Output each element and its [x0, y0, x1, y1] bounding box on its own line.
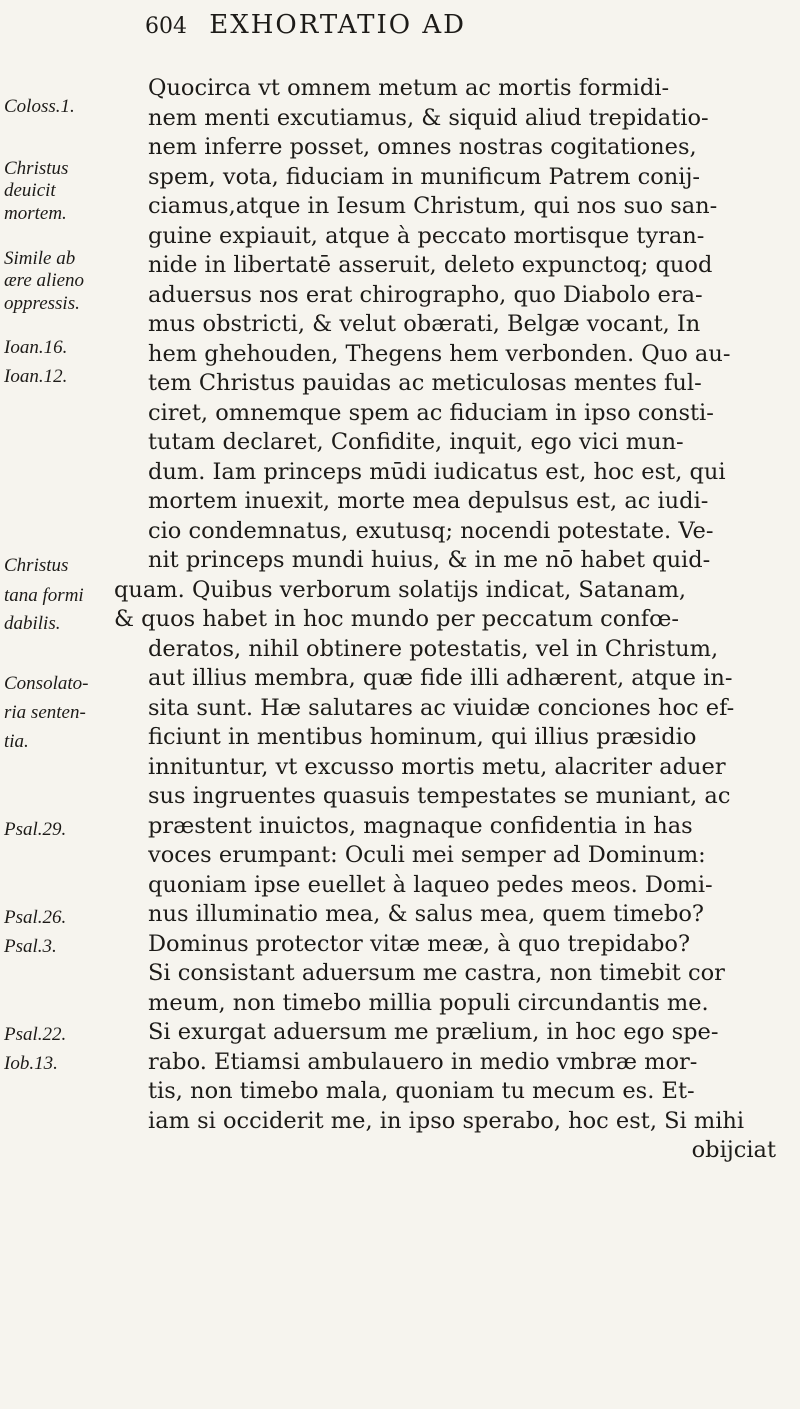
marginal-note: Consolato-: [4, 673, 89, 694]
marginal-note: Ioan.12.: [4, 366, 68, 387]
text-line: mortem inuexit, morte mea depulsus est, ac iudi-: [148, 488, 709, 514]
marginal-note: tia.: [4, 731, 29, 752]
text-line: iam si occiderit me, in ipso sperabo, hoc est, Si mihi: [148, 1107, 745, 1134]
page-number: 604: [145, 14, 187, 39]
body-text: [114, 74, 788, 1166]
marginal-note: Psal.3.: [4, 936, 57, 957]
marginal-note: Ioan.16.: [4, 337, 68, 358]
text-line: Si consistant aduersum me castra, non timebit cor: [148, 960, 725, 986]
text-line: ficiunt in mentibus hominum, qui illius præsidio: [148, 724, 697, 750]
marginal-note: mortem.: [4, 203, 67, 224]
marginal-note: Psal.29.: [4, 819, 67, 840]
text-line: nus illuminatio mea, & salus mea, quem timebo?: [148, 901, 704, 927]
text-line: Si exurgat aduersum me prælium, in hoc ego spe-: [148, 1019, 719, 1045]
marginal-note: ære alieno: [4, 270, 85, 291]
marginal-note: tana formi: [4, 585, 84, 606]
text-line: nem menti excutiamus, & siquid aliud trepidatio-: [148, 104, 709, 131]
marginal-note: dabilis.: [4, 613, 61, 634]
text-line: cio condemnatus, exutusq; nocendi potestate. Ve-: [148, 517, 714, 544]
text-line: innituntur, vt excusso mortis metu, alacriter aduer: [148, 753, 726, 780]
marginal-note: Psal.22.: [4, 1024, 67, 1045]
text-line: guine expiauit, atque à peccato mortisque tyran-: [148, 222, 705, 249]
text-line: dum. Iam princeps mūdi iudicatus est, hoc est, qui: [148, 458, 726, 485]
text-line: ciret, omnemque spem ac fiduciam in ipso consti-: [148, 399, 714, 426]
text-line: tem Christus pauidas ac meticulosas mentes ful-: [148, 370, 702, 396]
text-line: præstent inuictos, magnaque confidentia in has: [148, 812, 693, 839]
text-line: spem, vota, fiduciam in munificum Patrem conij-: [148, 163, 701, 190]
text-line: ciamus,atque in Iesum Christum, qui nos suo san-: [148, 193, 718, 219]
text-line: sita sunt. Hæ salutares ac viuidæ conciones hoc ef-: [148, 694, 735, 721]
marginal-note: deuicit: [4, 180, 56, 201]
text-line: quoniam ipse euellet à laqueo pedes meos. Domi-: [148, 871, 713, 898]
text-line: mus obstricti, & velut obærati, Belgæ vocant, In: [148, 311, 701, 337]
text-line: meum, non timebo millia populi circundantis me.: [148, 989, 709, 1016]
text-line: aduersus nos erat chirographo, quo Diabolo era-: [148, 281, 703, 308]
running-title: EXHORTATIO AD: [209, 10, 466, 40]
text-line: obijciat: [691, 1137, 776, 1163]
text-line: nem inferre posset, omnes nostras cogitationes,: [148, 134, 697, 160]
text-line: & quos habet in hoc mundo per peccatum confœ-: [114, 606, 679, 632]
text-line: sus ingruentes quasuis tempestates se muniant, ac: [148, 783, 731, 809]
text-line: Quocirca vt omnem metum ac mortis formidi-: [148, 75, 670, 101]
marginal-note: Simile ab: [4, 248, 76, 269]
marginal-note: Iob.13.: [4, 1053, 58, 1074]
text-line: rabo. Etiamsi ambulauero in medio vmbræ mor-: [148, 1048, 698, 1075]
marginal-note: ria senten-: [4, 702, 86, 723]
text-line: tis, non timebo mala, quoniam tu mecum es. Et-: [148, 1078, 695, 1104]
marginal-note: Psal.26.: [4, 907, 67, 928]
marginal-note: Christus: [4, 555, 69, 576]
text-line: quam. Quibus verborum solatijs indicat, Satanam,: [114, 576, 687, 603]
text-line: nide in libertatē asseruit, deleto expunctoq; quod: [148, 252, 713, 278]
text-line: tutam declaret, Confidite, inquit, ego vici mun-: [148, 429, 684, 455]
marginal-note: Coloss.1.: [4, 96, 75, 117]
marginal-note: oppressis.: [4, 293, 80, 314]
text-line: hem ghehouden, Thegens hem verbonden. Quo au-: [148, 340, 731, 367]
running-header: [145, 10, 625, 40]
text-line: aut illius membra, quæ fide illi adhærent, atque in-: [148, 665, 733, 691]
text-line: nit princeps mundi huius, & in me nō habet quid-: [148, 547, 711, 573]
text-line: Dominus protector vitæ meæ, à quo trepidabo?: [148, 930, 691, 957]
text-line: voces erumpant: Oculi mei semper ad Dominum:: [148, 842, 706, 868]
text-line: deratos, nihil obtinere potestatis, vel in Christum,: [148, 635, 719, 662]
marginal-note: Christus: [4, 158, 69, 179]
